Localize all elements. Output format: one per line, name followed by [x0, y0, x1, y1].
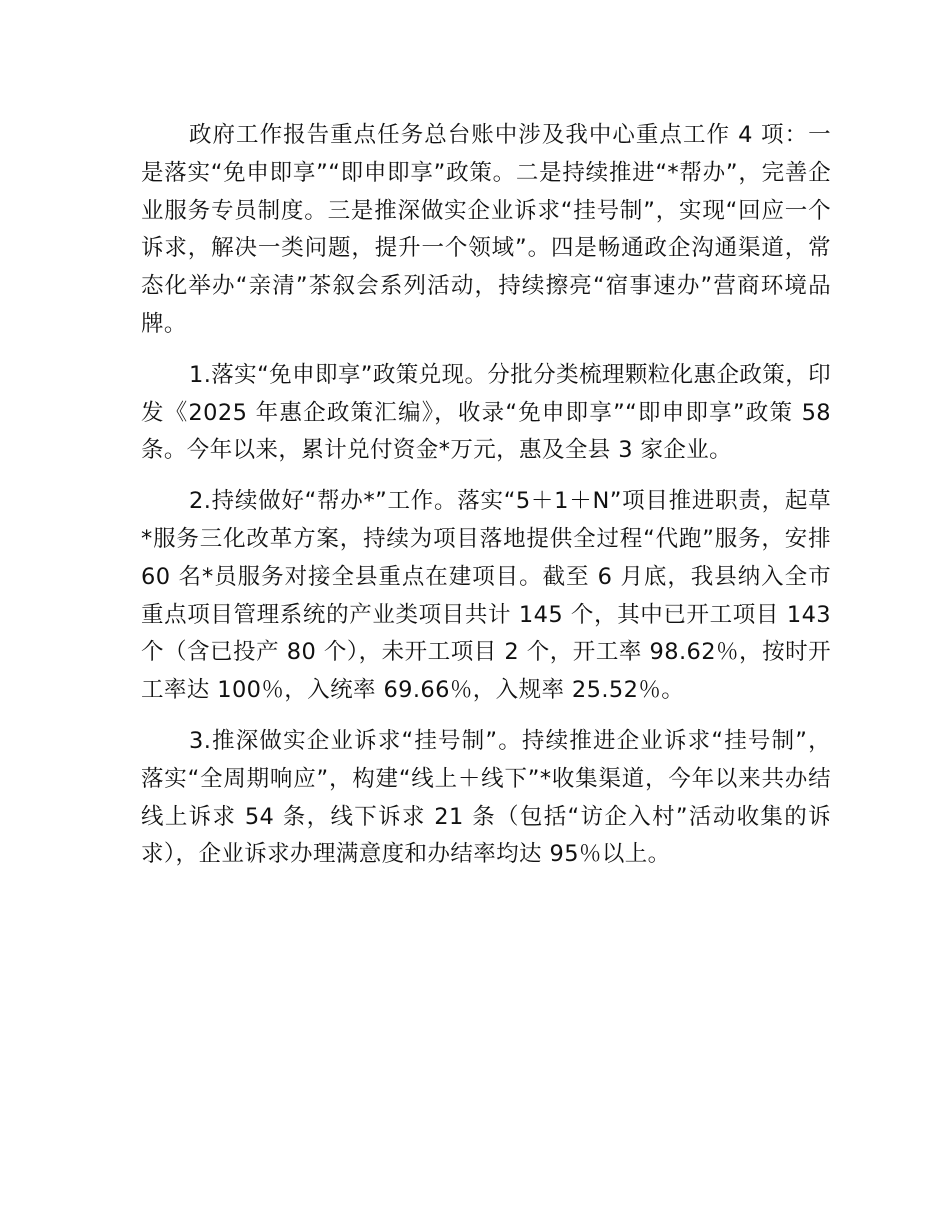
document-body	[141, 117, 831, 887]
paragraph-item-2: 2.持续做好“帮办*”工作。落实“5＋1＋N”项目推进职责，起草*服务三化改革方案，持续为项目落地提供全过程“代跑”服务，安排 60 名*员服务对接全县重点在建项目。截至 6 月底，我县纳入全市重点项目管理系统的产业类项目共计 145 个，其中已开工项目 143 个（含已投产 80 个），未开工项目 2 个，开工率 98.62％，按时开工率达 100％，入统率 69.66％，入规率 25.52％。	[141, 488, 831, 704]
paragraph-item-3: 3.推深做实企业诉求“挂号制”。持续推进企业诉求“挂号制”，落实“全周期响应”，构建“线上＋线下”*收集渠道，今年以来共办结线上诉求 54 条，线下诉求 21 条（包括“访企入村”活动收集的诉求），企业诉求办理满意度和办结率均达 95％以上。	[141, 727, 831, 868]
paragraph-item-1: 1.落实“免申即享”政策兑现。分批分类梳理颗粒化惠企政策，印发《2025 年惠企政策汇编》，收录“免申即享”“即申即享”政策 58 条。今年以来，累计兑付资金*万元，惠及全县 3 家企业。	[141, 361, 831, 464]
paragraph-intro: 政府工作报告重点任务总台账中涉及我中心重点工作 4 项：一是落实“免申即享”“即申即享”政策。二是持续推进“*帮办”，完善企业服务专员制度。三是推深做实企业诉求“挂号制”，实现“回应一个诉求，解决一类问题，提升一个领域”。四是畅通政企沟通渠道，常态化举办“亲清”茶叙会系列活动，持续擦亮“宿事速办”营商环境品牌。	[141, 122, 831, 337]
